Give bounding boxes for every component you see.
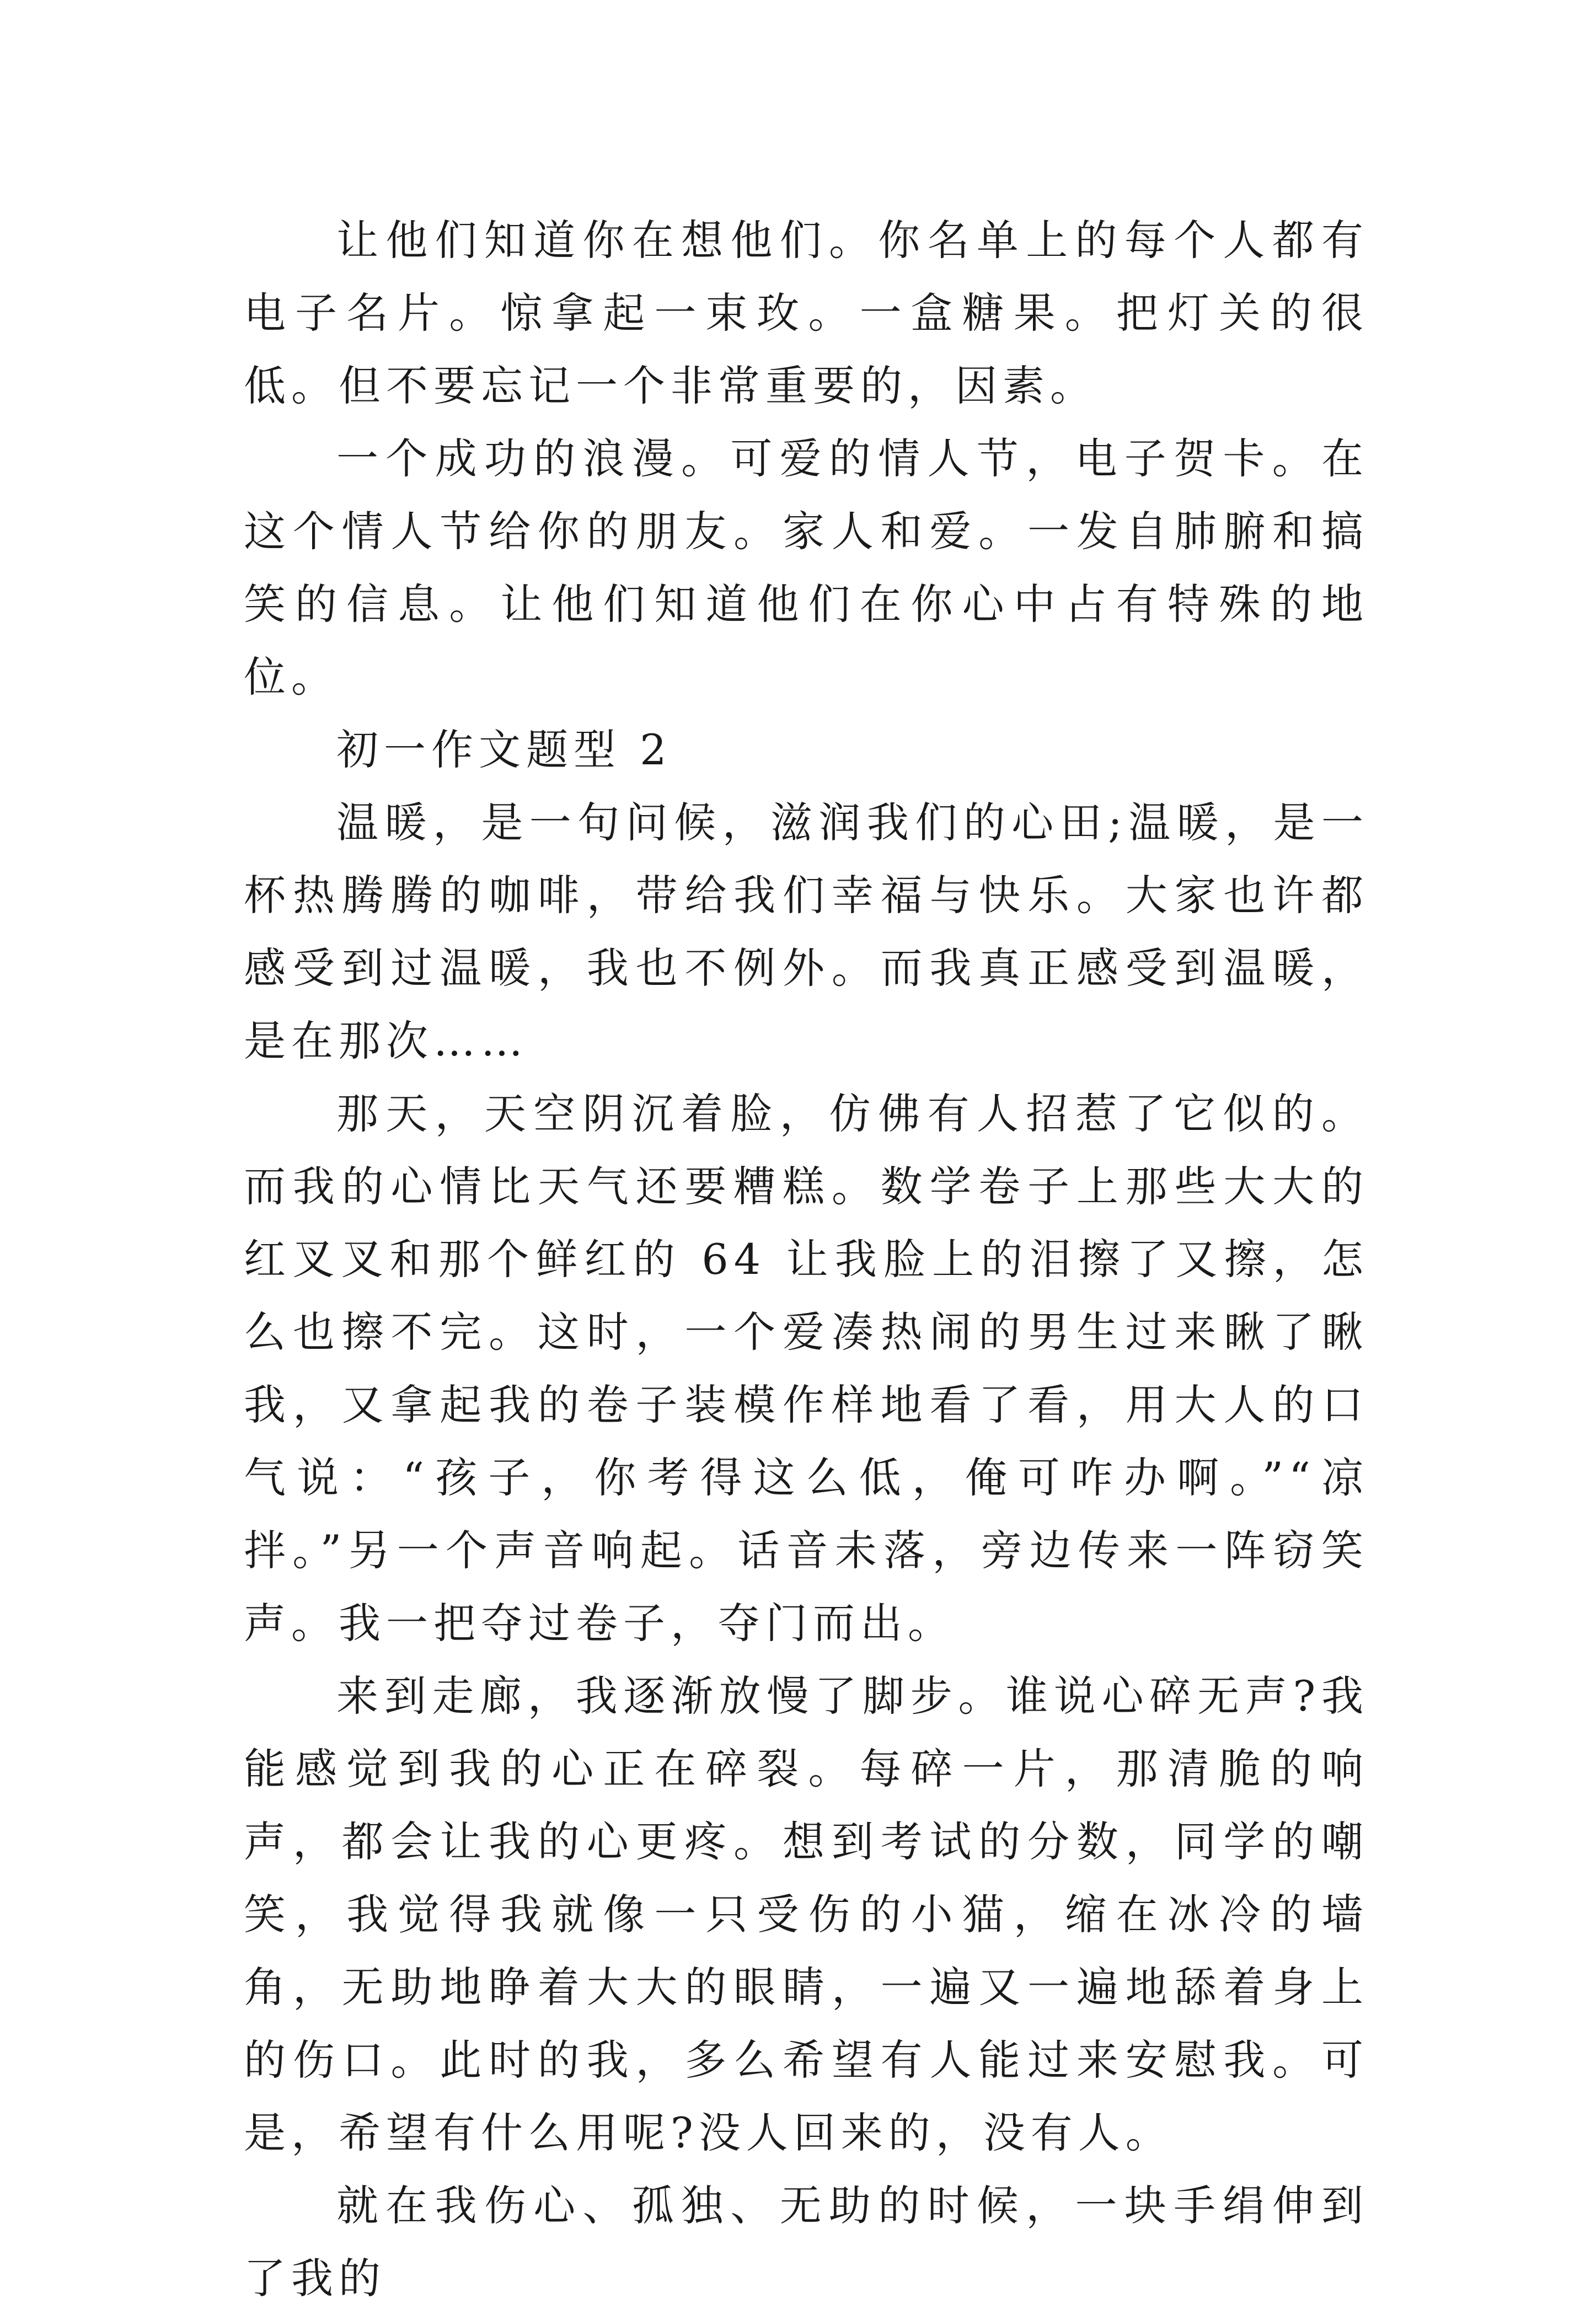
paragraph-4: 那天，天空阴沉着脸，仿佛有人招惹了它似的。而我的心情比天气还要糟糕。数学卷子上那些大大的红叉叉和那个鲜红的 64 让我脸上的泪擦了又擦，怎么也擦不完。这时，一个爱凑热闹的男生过来瞅了瞅我，又拿起我的卷子装模作样地看了看，用大人的口气说：“孩子，你考得这么低，俺可咋办啊。”“凉拌。”另一个声音响起。话音未落，旁边传来一阵窃笑声。我一把夺过卷子，夺门而出。 xyxy=(244,1089,1369,1648)
paragraph-2: 一个成功的浪漫。可爱的情人节，电子贺卡。在这个情人节给你的朋友。家人和爱。一发自肺腑和搞笑的信息。让他们知道他们在你心中占有特殊的地位。 xyxy=(244,434,1369,701)
document-body xyxy=(244,204,1369,2315)
paragraph-5: 来到走廊，我逐渐放慢了脚步。谁说心碎无声?我能感觉到我的心正在碎裂。每碎一片，那清脆的响声，都会让我的心更疼。想到考试的分数，同学的嘲笑，我觉得我就像一只受伤的小猫，缩在冰冷的墙角，无助地睁着大大的眼睛，一遍又一遍地舔着身上的伤口。此时的我，多么希望有人能过来安慰我。可是，希望有什么用呢?没人回来的，没有人。 xyxy=(244,1671,1369,2157)
section-heading: 初一作文题型 2 xyxy=(336,725,672,774)
paragraph-3: 温暖，是一句问候，滋润我们的心田;温暖，是一杯热腾腾的咖啡，带给我们幸福与快乐。大家也许都感受到过温暖，我也不例外。而我真正感受到温暖，是在那次…… xyxy=(244,798,1369,1065)
paragraph-1: 让他们知道你在想他们。你名单上的每个人都有电子名片。惊拿起一束玫。一盒糖果。把灯关的很低。但不要忘记一个非常重要的，因素。 xyxy=(244,216,1369,410)
paragraph-6: 就在我伤心、孤独、无助的时候，一块手绢伸到了我的 xyxy=(244,2181,1369,2303)
